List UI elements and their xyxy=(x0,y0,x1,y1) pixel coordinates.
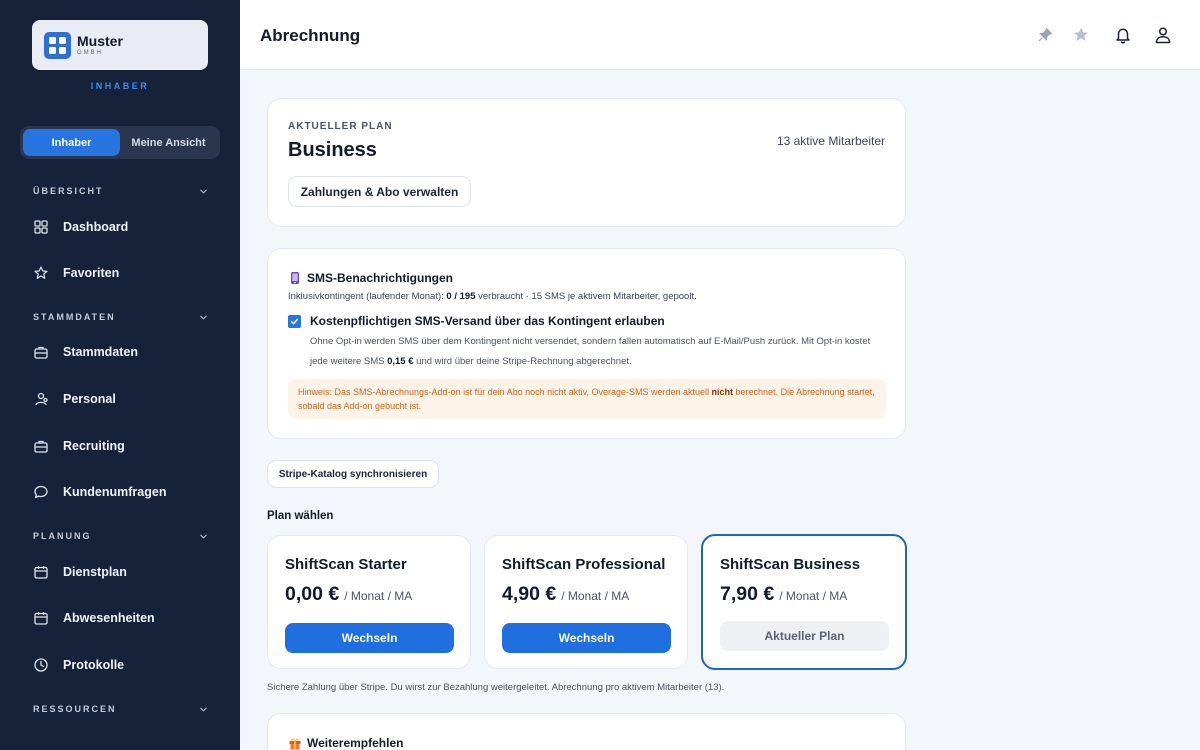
company-name: Muster xyxy=(77,33,123,49)
sidebar-item-label: Dashboard xyxy=(63,220,129,234)
plan-price-unit: / Monat / MA xyxy=(561,589,630,603)
chevron-down-icon xyxy=(199,705,208,714)
star-icon[interactable] xyxy=(1072,26,1090,44)
sidebar-item-label: Favoriten xyxy=(63,266,120,280)
sms-addon-notice xyxy=(288,379,886,419)
current-plan-button: Aktueller Plan xyxy=(720,621,889,651)
referral-title-text: Weiterempfehlen xyxy=(307,736,404,750)
notice-suffix: berechnet. Die Abrechnung startet, sobald das Add-on gebucht ist. xyxy=(298,387,875,411)
checkmark-icon xyxy=(290,317,299,326)
toggle-owner[interactable]: Inhaber xyxy=(23,129,120,156)
plan-name: ShiftScan Starter xyxy=(285,556,407,573)
sms-title-text: SMS-Benachrichtigungen xyxy=(307,271,454,285)
current-plan-name: Business xyxy=(288,139,377,161)
plan-name: ShiftScan Professional xyxy=(502,556,666,573)
section-label: RESSOURCEN xyxy=(33,704,117,714)
sidebar-item-logs[interactable] xyxy=(33,653,213,677)
section-masterdata[interactable] xyxy=(33,312,208,322)
top-header xyxy=(240,0,1200,70)
section-label: STAMMDATEN xyxy=(33,312,116,322)
chevron-down-icon xyxy=(199,313,208,322)
chat-bubble-icon xyxy=(33,484,49,500)
switch-plan-button[interactable]: Wechseln xyxy=(285,623,454,653)
sidebar xyxy=(0,0,240,750)
referral-card xyxy=(267,713,906,750)
sidebar-item-favorites[interactable] xyxy=(33,261,213,285)
sms-price: 0,15 € xyxy=(387,356,414,367)
user-icon[interactable] xyxy=(1154,26,1172,44)
sms-quota-prefix: Inklusivkontingent (laufender Monat): xyxy=(288,291,447,302)
plan-price xyxy=(720,583,847,606)
section-overview[interactable] xyxy=(33,186,208,196)
clock-icon xyxy=(33,657,49,673)
chevron-down-icon xyxy=(199,532,208,541)
section-resources[interactable] xyxy=(33,704,208,714)
star-icon xyxy=(33,265,49,281)
plan-card-professional xyxy=(484,535,688,669)
section-label: ÜBERSICHT xyxy=(33,186,104,196)
sms-overage-description xyxy=(310,332,890,372)
toggle-my-view[interactable]: Meine Ansicht xyxy=(131,136,206,149)
chevron-down-icon xyxy=(199,187,208,196)
sidebar-item-roster[interactable] xyxy=(33,560,213,584)
sidebar-item-label: Kundenumfragen xyxy=(63,485,167,499)
plan-price-unit: / Monat / MA xyxy=(344,589,413,603)
current-plan-eyebrow: AKTUELLER PLAN xyxy=(288,121,393,132)
plan-card-business xyxy=(701,534,907,670)
sidebar-item-recruiting[interactable] xyxy=(33,434,213,458)
sidebar-item-personnel[interactable] xyxy=(33,387,213,411)
role-label: INHABER xyxy=(90,81,150,91)
section-planning[interactable] xyxy=(33,531,208,541)
sms-title xyxy=(288,271,453,285)
sms-desc-suffix: und wird über deine Stripe-Rechnung abgerechnet. xyxy=(413,356,632,367)
sms-desc-prefix: Ohne Opt-in werden SMS über dem Kontingent nicht versendet, sondern fallen automatisch auf E-Mail/Push zurück. Mit Opt-in kostet jede weitere SMS xyxy=(310,336,871,367)
sidebar-item-label: Recruiting xyxy=(63,439,125,453)
sidebar-item-label: Personal xyxy=(63,392,116,406)
sidebar-item-dashboard[interactable] xyxy=(33,215,213,239)
referral-title xyxy=(288,736,403,750)
grid-logo-icon xyxy=(44,32,71,59)
briefcase-icon xyxy=(33,438,49,454)
section-label: PLANUNG xyxy=(33,531,92,541)
plans-title: Plan wählen xyxy=(267,510,334,522)
sidebar-item-masterdata[interactable] xyxy=(33,340,213,364)
sync-stripe-catalog-button[interactable]: Stripe-Katalog synchronisieren xyxy=(267,460,439,488)
plan-card-starter xyxy=(267,535,471,669)
sms-overage-label: Kostenpflichtigen SMS-Versand über das Kontingent erlauben xyxy=(310,314,665,328)
gift-icon xyxy=(288,736,302,750)
phone-icon xyxy=(288,271,302,285)
payment-note: Sichere Zahlung über Stripe. Du wirst zur Bezahlung weitergeleitet. Abrechnung pro aktivem Mitarbeiter (13). xyxy=(267,682,725,693)
plan-price-amount: 7,90 € xyxy=(720,583,775,605)
sms-notifications-card xyxy=(267,248,906,439)
plan-price-unit: / Monat / MA xyxy=(779,589,848,603)
manage-billing-button[interactable]: Zahlungen & Abo verwalten xyxy=(288,176,471,207)
plan-price xyxy=(502,583,629,606)
sidebar-item-absences[interactable] xyxy=(33,606,213,630)
company-suffix: GMBH xyxy=(77,50,103,56)
company-logo[interactable] xyxy=(32,20,208,70)
sidebar-item-label: Abwesenheiten xyxy=(63,611,155,625)
plan-price-amount: 0,00 € xyxy=(285,583,340,605)
notice-bold: nicht xyxy=(711,387,734,397)
pin-icon[interactable] xyxy=(1036,26,1054,44)
briefcase-icon xyxy=(33,344,49,360)
current-plan-card xyxy=(267,98,906,227)
sms-quota xyxy=(288,291,697,302)
sms-quota-value: 0 / 195 xyxy=(446,291,476,302)
active-employees-count: 13 aktive Mitarbeiter xyxy=(776,134,885,148)
sidebar-item-label: Stammdaten xyxy=(63,345,139,359)
sms-overage-optin[interactable] xyxy=(288,314,665,328)
users-icon xyxy=(33,391,49,407)
plan-price-amount: 4,90 € xyxy=(502,583,557,605)
notice-prefix: Hinweis: Das SMS-Abrechnungs-Add-on ist für dein Abo noch nicht aktiv, Overage-SMS werden aktuell xyxy=(298,387,712,397)
page-title: Abrechnung xyxy=(260,26,361,45)
sms-quota-suffix: verbraucht · 15 SMS je aktivem Mitarbeiter, gepoolt. xyxy=(475,291,697,302)
sidebar-item-label: Dienstplan xyxy=(63,565,127,579)
calendar-icon xyxy=(33,564,49,580)
sidebar-item-label: Protokolle xyxy=(63,658,125,672)
calendar-icon xyxy=(33,610,49,626)
sms-overage-checkbox[interactable] xyxy=(288,315,301,328)
plan-price xyxy=(285,583,412,606)
bell-icon[interactable] xyxy=(1114,26,1132,44)
sidebar-item-surveys[interactable] xyxy=(33,480,213,504)
switch-plan-button[interactable]: Wechseln xyxy=(502,623,671,653)
dashboard-icon xyxy=(33,219,49,235)
view-toggle xyxy=(20,126,220,159)
plan-name: ShiftScan Business xyxy=(720,556,861,573)
